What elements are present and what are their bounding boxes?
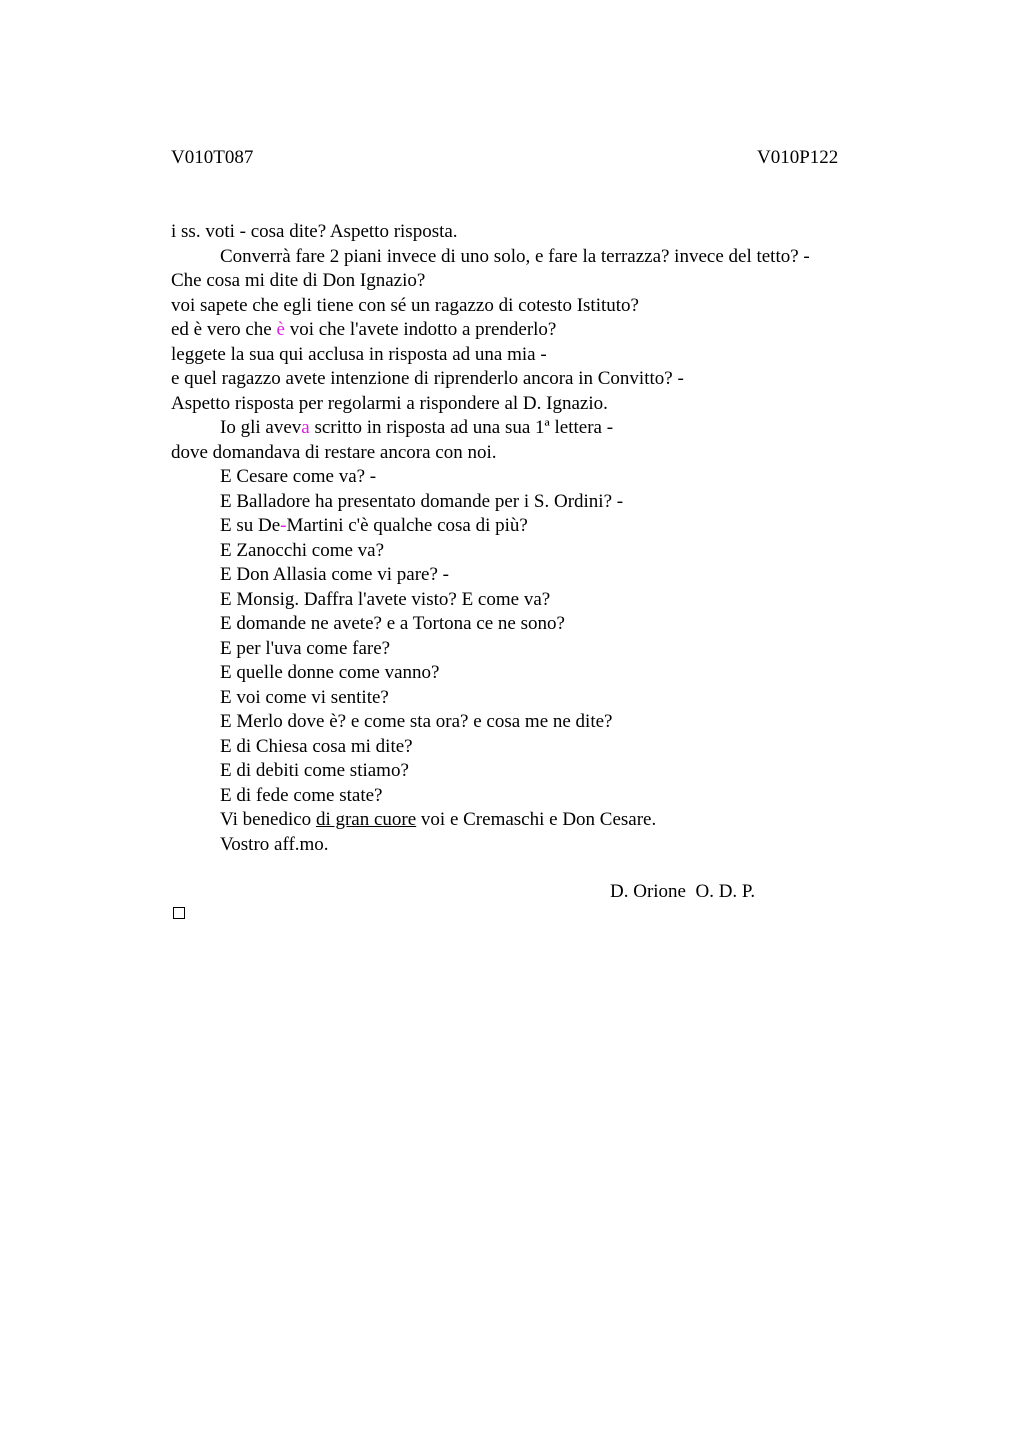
letter-line: dove domandava di restare ancora con noi. bbox=[171, 441, 497, 463]
letter-line: E domande ne avete? e a Tortona ce ne sono? bbox=[220, 613, 565, 634]
text-run: voi e Cremaschi e Don Cesare. bbox=[416, 809, 657, 830]
highlighted-correction: a bbox=[301, 417, 310, 438]
letter-line: E Don Allasia come vi pare? - bbox=[220, 564, 449, 585]
letter-line: E Merlo dove è? e come sta ora? e cosa me ne dite? bbox=[220, 711, 613, 732]
text-run: voi che l'avete indotto a prenderlo? bbox=[284, 319, 557, 340]
letter-line: E Zanocchi come va? bbox=[220, 539, 385, 561]
letter-line bbox=[171, 318, 891, 343]
letter-line bbox=[171, 416, 891, 441]
letter-line bbox=[171, 514, 891, 539]
letter-line: E Balladore ha presentato domande per i S. Ordini? - bbox=[220, 490, 624, 512]
letter-line: Che cosa mi dite di Don Ignazio? bbox=[171, 270, 426, 291]
letter-line: Converrà fare 2 piani invece di uno solo, e fare la terrazza? invece del tetto? - bbox=[220, 245, 810, 267]
highlighted-correction: - bbox=[280, 515, 287, 536]
text-run: Martini c'è qualche cosa di più? bbox=[286, 515, 528, 536]
letter-line: E Monsig. Daffra l'avete visto? E come va? bbox=[220, 588, 551, 610]
text-run: ed è vero che bbox=[171, 319, 277, 340]
end-of-document-box-icon bbox=[173, 907, 185, 919]
text-run: Io gli avev bbox=[220, 417, 302, 438]
letter-closing: Vostro aff.mo. bbox=[220, 833, 329, 855]
letter-line: i ss. voti - cosa dite? Aspetto risposta. bbox=[171, 221, 458, 242]
letter-line: Aspetto risposta per regolarmi a rispondere al D. Ignazio. bbox=[171, 392, 608, 414]
signature: D. Orione O. D. P. bbox=[610, 881, 756, 902]
letter-line: E di fede come state? bbox=[220, 784, 383, 806]
letter-line: leggete la sua qui acclusa in risposta ad una mia - bbox=[171, 343, 547, 365]
letter-body bbox=[171, 220, 891, 857]
letter-line: E per l'uva come fare? bbox=[220, 637, 391, 659]
text-run: E su De bbox=[220, 515, 281, 536]
text-run: Vi benedico bbox=[220, 809, 316, 830]
letter-line: e quel ragazzo avete intenzione di riprenderlo ancora in Convitto? - bbox=[171, 368, 684, 389]
letter-line: E di debiti come stiamo? bbox=[220, 760, 409, 781]
document-code-left: V010T087 bbox=[171, 147, 254, 168]
letter-line: E Cesare come va? - bbox=[220, 466, 377, 487]
text-run: scritto in risposta ad una sua 1ª lettera - bbox=[309, 417, 614, 438]
highlighted-correction: è bbox=[276, 319, 285, 340]
letter-line: voi sapete che egli tiene con sé un ragazzo di cotesto Istituto? bbox=[171, 294, 639, 316]
letter-line: E quelle donne come vanno? bbox=[220, 662, 440, 683]
underlined-text: di gran cuore bbox=[315, 809, 417, 830]
letter-line: E di Chiesa cosa mi dite? bbox=[220, 735, 413, 757]
letter-line bbox=[171, 808, 891, 833]
document-code-right: V010P122 bbox=[757, 147, 839, 168]
letter-line: E voi come vi sentite? bbox=[220, 686, 389, 708]
